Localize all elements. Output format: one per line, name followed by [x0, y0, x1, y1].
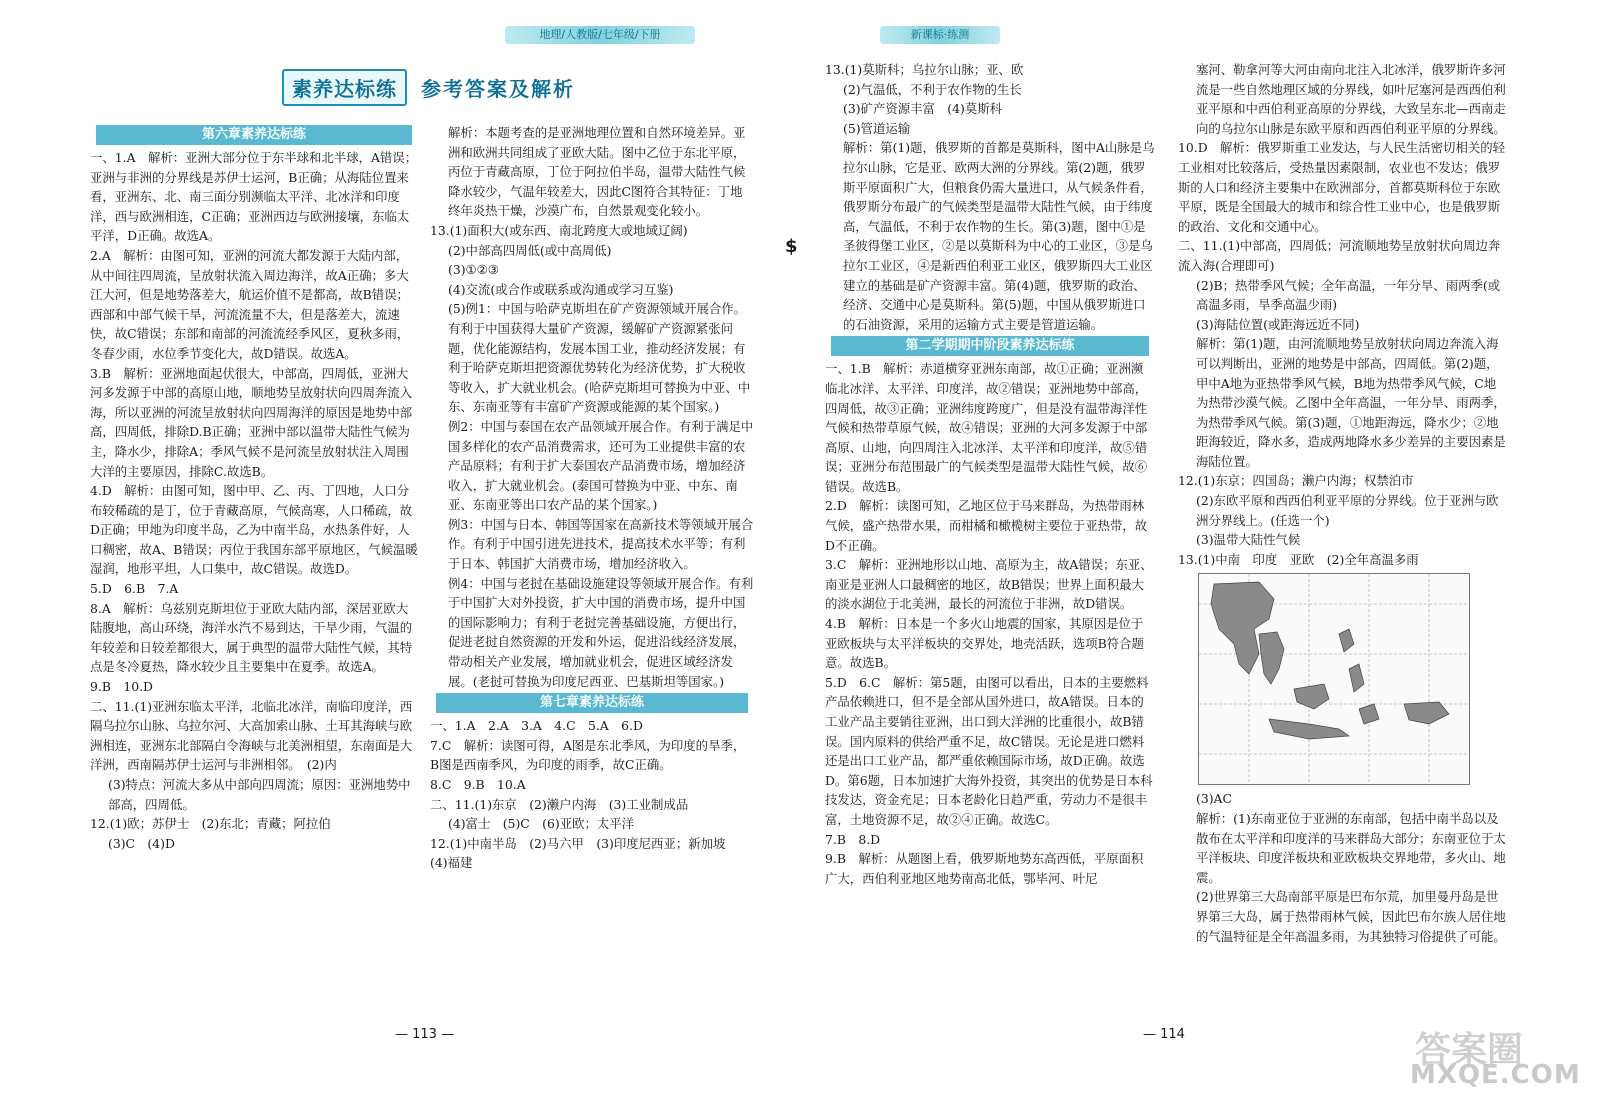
section-heading: 第二学期期中阶段素养达标练	[831, 336, 1149, 356]
page-header-left: 地理/人教版/七年级/下册	[505, 26, 695, 44]
answer-paragraph: 3.C 解析：亚洲地形以山地、高原为主，故A错误；东亚、南亚是亚洲人口最稠密的地区，故B错误；世界上面积最大的淡水湖位于北美洲，最长的河流位于非洲，故D错误。	[825, 557, 1153, 612]
answer-paragraph: 12.(1)欧；苏伊士 (2)东北；青藏；阿拉伯	[90, 816, 331, 832]
answer-paragraph: 13.(1)面积大(或东西、南北跨度大或地域辽阔)	[430, 222, 688, 238]
answer-paragraph: (2)B；热带季风气候；全年高温，一年分旱、雨两季(或高温多雨，旱季高温少雨)	[1196, 277, 1501, 313]
column-4-top	[1178, 60, 1508, 569]
watermark-logo: 答案圈	[1415, 1030, 1524, 1071]
answer-paragraph: 9.B 10.D	[90, 679, 153, 695]
answer-paragraph: 一、1.B 解析：赤道横穿亚洲东南部，故①正确；亚洲濒临北冰洋、太平洋、印度洋，故②错误；亚洲地势中部高，四周低，故③正确；亚洲纬度跨度广，但是没有温带海洋性气候和热带草原气候，故④错误；亚洲的大河多发源于中部高原、山地，向四周注入北冰洋、太平洋和印度洋，故⑤错误；亚洲分布范围最广的气候类型是温带大陆性气候，故⑥错误。故选B。	[825, 361, 1148, 494]
answer-paragraph: 3.B 解析：亚洲地面起伏很大，中部高，四周低，亚洲大河多发源于中部的高原山地，顺地势呈放射状向四周奔流入海，所以亚洲的河流呈放射状向四周海洋的原因是地势中部高，四周低，排除D.B正确；亚洲中部以温带大陆性气候为主，降水少，排除A；季风气候不是河流呈放射状注入周围大洋的主要原因，排除C.故选B。	[90, 365, 413, 479]
column-4	[1178, 60, 1508, 946]
answer-paragraph: 塞河、勒拿河等大河由南向北注入北冰洋，俄罗斯许多河流是一些自然地理区域的分界线，如叶尼塞河是西西伯利亚平原和中西伯利亚高原的分界线，大致呈东北—西南走向的乌拉尔山脉是东欧平原和西西伯利亚平原的分界线。	[1196, 62, 1506, 136]
answer-paragraph: 7.C 解析：读图可得，A图是东北季风，为印度的旱季，B图是西南季风，为印度的雨季，故C正确。	[430, 737, 746, 773]
answer-paragraph: 2.A 解析：由图可知，亚洲的河流大都发源于大陆内部，从中间往四周流，呈放射状流入周边海洋，故A正确；多大江大河，但是地势落差大，航运价值不是都高，故B错误；西部和中部气候干旱，河流流量不大，但是落差大，流速快，故C错误；东部和南部的河流流经季风区，夏秋多雨，冬春少雨，水位季节变化大，故D错误。故选A。	[90, 247, 410, 361]
answer-paragraph: 4.B 解析：日本是一个多火山地震的国家，其原因是位于亚欧板块与太平洋板块的交界处，地壳活跃，选项B符合题意。故选B。	[825, 616, 1144, 671]
southeast-asia-map	[1198, 573, 1470, 785]
answer-paragraph: 解析：第(1)题，俄罗斯的首都是莫斯科，图中A山脉是乌拉尔山脉，它是亚、欧两大洲的分界线。第(2)题，俄罗斯平原面积广大，但粮食仍需大量进口，从气候条件看，俄罗斯分布最广的气候类型是温带大陆性气候，由于纬度高，气温低，不利于农作物的生长。第(3)题，图中①是圣彼得堡工业区，②是以莫斯科为中心的工业区，③是乌拉尔工业区，④是新西伯利亚工业区，俄罗斯四大工业区建立的基础是矿产资源丰富。第(4)题，俄罗斯的政治、经济、交通中心是莫斯科。第(5)题，中国从俄罗斯进口的石油资源，采用的运输方式主要是管道运输。	[843, 140, 1155, 332]
answer-paragraph: (2)世界第三大岛南部平原是巴布尔荒，加里曼丹岛是世界第三大岛，属于热带雨林气候，因此巴布尔族人居住地的气温特征是全年高温多雨，为其独特习俗提供了可能。	[1196, 889, 1506, 944]
answer-paragraph: 12.(1)东京；四国岛；濑户内海；权禁泊市	[1178, 473, 1414, 489]
answer-paragraph: 5.D 6.B 7.A	[90, 581, 179, 597]
answer-paragraph: (2)东欧平原和西西伯利亚平原的分界线。位于亚洲与欧洲分界线上。(任选一个)	[1196, 493, 1499, 528]
answer-paragraph: 8.A 解析：乌兹别克斯坦位于亚欧大陆内部，深居亚欧大陆腹地，高山环绕，海洋水汽不易到达，干旱少雨，气温的年较差和日较差都很大，属于典型的温带大陆性气候，其特点是冬冷夏热，降水较少且主要集中在夏季。故选A。	[90, 600, 413, 675]
answer-paragraph: 2.D 解析：读图可知，乙地区位于马来群岛，为热带雨林气候，盛产热带水果，而柑橘和橄榄树主要位于亚热带，故D不正确。	[825, 498, 1148, 553]
watermark-url: MXQE.COM	[1410, 1060, 1581, 1090]
answer-paragraph: 7.B 8.D	[825, 831, 881, 847]
answer-paragraph: 12.(1)中南半岛 (2)马六甲 (3)印度尼西亚；新加坡 (4)福建	[430, 835, 738, 871]
answer-paragraph: (3)AC	[1196, 791, 1232, 807]
column-4-bottom	[1178, 789, 1508, 946]
answer-paragraph: (3)C (4)D	[108, 835, 175, 851]
answer-paragraph: 13.(1)莫斯科；乌拉尔山脉；亚、欧	[825, 62, 1024, 77]
column-3	[825, 60, 1155, 888]
column-1	[90, 123, 418, 853]
answer-paragraph: (3)海陆位置(或距海远近不同)	[1196, 316, 1360, 332]
answer-paragraph: (2)气温低，不利于农作物的生长	[843, 81, 1022, 97]
title-main: 参考答案及解析	[421, 76, 575, 101]
answer-paragraph: 一、1.A 解析：亚洲大部分位于东半球和北半球，A错误；亚洲与非洲的分界线是苏伊士运河，B正确；从海陆位置来看，亚洲东、北、南三面分别濒临太平洋、北冰洋和印度洋，西与欧洲相连，C正确；亚洲西边与欧洲接壤，东临太平洋，D正确。故选A。	[90, 150, 418, 244]
map-figure	[1199, 574, 1469, 784]
answer-paragraph: 例3：中国与日本、韩国等国家在高新技术等领域开展合作。有利于中国引进先进技术，提高技术水平等；有利于日本、韩国扩大消费市场，增加经济收入。	[448, 516, 754, 572]
title-badge: 素养达标练	[282, 69, 407, 106]
answer-paragraph: (4)交流(或合作或联系或沟通或学习互鉴)	[448, 281, 674, 297]
answer-paragraph: 二、11.(1)东京 (2)濑户内海 (3)工业制成品	[430, 796, 689, 812]
answer-paragraph: 10.D 解析：俄罗斯重工业发达，与人民生活密切相关的轻工业相对比较落后，受热量因素限制，农业也不发达；俄罗斯的人口和经济主要集中在欧洲部分，首都莫斯科位于东欧平原，既是全国最大的城市和综合性工业中心，也是俄罗斯的政治、文化和交通中心。	[1178, 140, 1506, 234]
answer-paragraph: 例2：中国与泰国在农产品领域开展合作。有利于满足中国多样化的农产品消费需求，还可为工业提供丰富的农产品原料；有利于扩大泰国农产品消费市场，增加经济收入，扩大就业机会。(泰国可替换为中亚、中东、南亚、东南亚等出口农产品的某个国家。)	[448, 418, 754, 513]
section-heading: 第六章素养达标练	[96, 125, 412, 145]
answer-paragraph: (2)中部高四周低(或中高周低)	[448, 242, 612, 258]
answer-paragraph: (5)管道运输	[843, 120, 911, 136]
page-number-113: — 113 —	[395, 1027, 455, 1042]
answer-paragraph: 解析：(1)东南亚位于亚洲的东南部，包括中南半岛以及散布在太平洋和印度洋的马来群岛大部分；东南亚位于太平洋板块、印度洋板块和亚欧板块交界地带，多火山、地震。	[1196, 811, 1506, 885]
answer-paragraph: 9.B 解析：从题图上看，俄罗斯地势东高西低，平原面积广大，西伯利亚地区地势南高北低，鄂毕河、叶尼	[825, 851, 1144, 886]
answer-paragraph: 5.D 6.C 解析：第5题，由图可以看出，日本的主要燃料产品依赖进口，但不是全部从国外进口，故A错误。日本的工业产品主要销往亚洲，出口到大洋洲的比重很小，故B错误。国内原料的供给严重不足，故C错误。无论是进口燃料还是出口工业产品，都严重依赖国际市场，故D正确。故选D。第6题，日本加速扩大海外投资，其突出的优势是日本科技发达，资金充足；日本老龄化日趋严重，劳动力不是很丰富，土地资源不足，故②④正确。故选C。	[825, 674, 1153, 827]
page-header-right: 新课标·练测	[880, 26, 1000, 44]
section-heading: 第七章素养达标练	[436, 693, 748, 713]
page-number-114: — 114	[1143, 1027, 1185, 1042]
answer-paragraph: 二、11.(1)中部高，四周低；河流顺地势呈放射状向周边奔流入海(合理即可)	[1178, 238, 1501, 273]
answer-paragraph: 4.D 解析：由图可知，图中甲、乙、丙、丁四地，人口分布较稀疏的是丁，位于青藏高原，气候高寒，人口稀疏，故D正确；甲地为印度半岛，乙为中南半岛，水热条件好，人口稠密，故A、B错误；丙位于我国东部平原地区，气候温暖湿润，地形平坦，人口集中，故C错误。故选D。	[90, 483, 418, 577]
answer-paragraph: (3)特点：河流大多从中部向四周流；原因：亚洲地势中部高，四周低。	[108, 777, 411, 812]
answer-paragraph: (3)①②③	[448, 262, 499, 278]
answer-paragraph: 8.C 9.B 10.A	[430, 777, 526, 792]
answer-paragraph: 一、1.A 2.A 3.A 4.C 5.A 6.D	[430, 718, 643, 734]
answer-paragraph: 13.(1)中南 印度 亚欧 (2)全年高温多雨	[1178, 551, 1419, 567]
answer-paragraph: (3)矿产资源丰富 (4)莫斯科	[843, 101, 1003, 117]
answer-paragraph: (5)例1：中国与哈萨克斯坦在矿产资源领域开展合作。有利于中国获得大量矿产资源，缓解矿产资源紧张问题，优化能源结构，发展本国工业，推动经济发展；有利于哈萨克斯坦把资源优势转化为经济优势，扩大税收等收入，扩大就业机会。(哈萨克斯坦可替换为中亚、中东、东南亚等有丰富矿产资源或能源的某个国家。)	[448, 301, 751, 415]
column-2	[430, 123, 754, 873]
answer-paragraph: 解析：本题考查的是亚洲地理位置和自然环境差异。亚洲和欧洲共同组成了亚欧大陆。图中乙位于东北平原，丙位于青藏高原，丁位于阿拉伯半岛，温带大陆性气候降水较少，气温年较差大，因此C图符合其特征：丁地终年炎热干燥，沙漠广布，自然景观变化较小。	[448, 125, 746, 219]
answer-paragraph: (3)温带大陆性气候	[1196, 532, 1301, 548]
answer-paragraph: (4)富士 (5)C (6)亚欧；太平洋	[448, 816, 635, 832]
margin-mark: $	[785, 236, 798, 257]
answer-paragraph: 例4：中国与老挝在基础设施建设等领域开展合作。有利于中国扩大对外投资，扩大中国的消费市场，提升中国的国际影响力；有利于老挝完善基础设施，方便出行，促进老挝自然资源的开发和外运，促进沿线经济发展，带动相关产业发展，增加就业机会，促进区域经济发展。(老挝可替换为印度尼西亚、巴基斯坦等国家。)	[448, 575, 754, 689]
answer-paragraph: 解析：第(1)题，由河流顺地势呈放射状向周边奔流入海可以判断出，亚洲的地势是中部高，四周低。第(2)题，甲中A地为亚热带季风气候，B地为热带季风气候，C地为热带沙漠气候。乙图中全年高温，一年分旱、雨两季，为热带季风气候。第(3)题，①地距海远，降水少；②地距海较近，降水多，造成两地降水多少差异的主要因素是海陆位置。	[1196, 336, 1506, 469]
answer-paragraph: 二、11.(1)亚洲东临太平洋，北临北冰洋，南临印度洋，西隔乌拉尔山脉、乌拉尔河、大高加索山脉、土耳其海峡与欧洲相连，亚洲东北部隔白令海峡与北美洲相望，东南面是大洋洲，西南隔苏伊士运河与非洲相邻。 (2)内	[90, 698, 413, 773]
page-title	[282, 70, 575, 104]
